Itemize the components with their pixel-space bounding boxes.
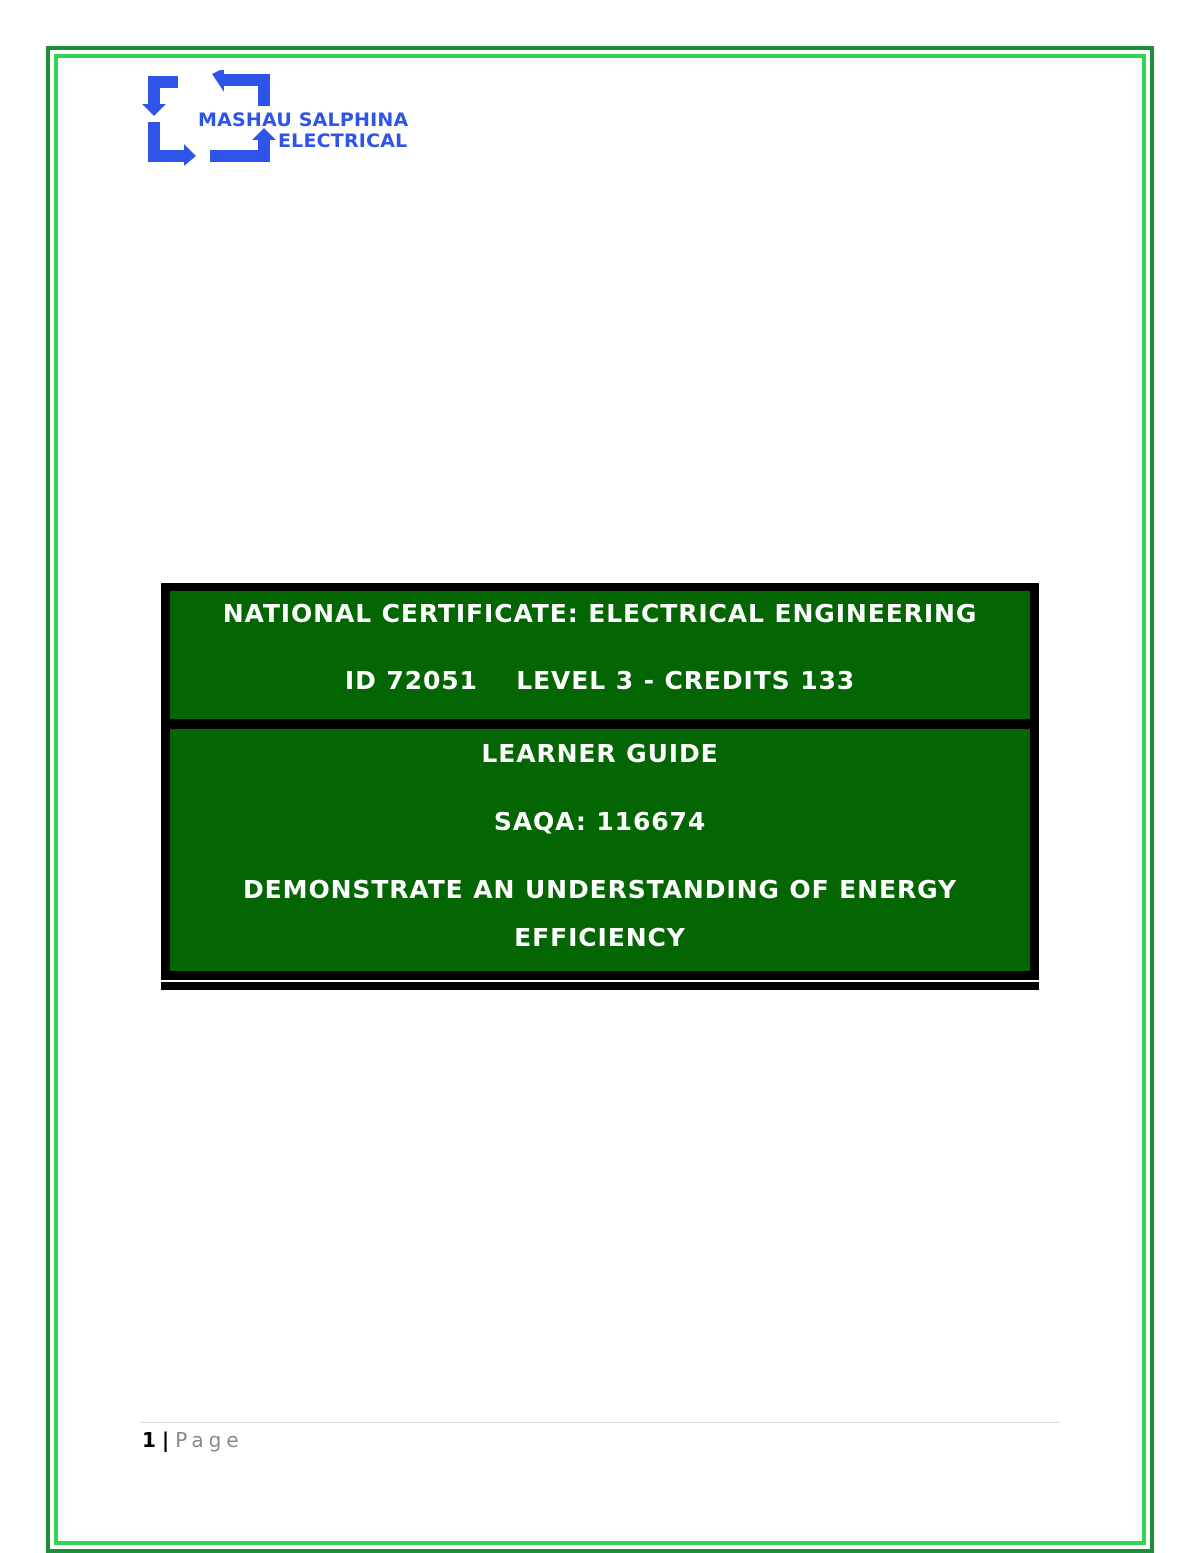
title-box — [161, 583, 1039, 990]
page-footer — [142, 1428, 244, 1452]
document-type: LEARNER GUIDE — [481, 739, 719, 768]
page-number: 1 — [142, 1428, 156, 1452]
qualification-id-level-credits: ID 72051 LEVEL 3 - CREDITS 133 — [344, 666, 856, 695]
saqa-number: SAQA: 116674 — [493, 807, 707, 836]
title-box-bottom-section — [170, 729, 1030, 971]
footer-separator: | — [161, 1428, 170, 1452]
title-box-underline — [161, 980, 1039, 982]
unit-standard-title-line2: EFFICIENCY — [514, 923, 686, 952]
qualification-title: NATIONAL CERTIFICATE: ELECTRICAL ENGINEERING — [222, 599, 978, 628]
company-logo — [140, 70, 440, 170]
page-label: Page — [175, 1428, 244, 1452]
logo-text-line2: ELECTRICAL — [278, 130, 408, 152]
footer-divider — [140, 1422, 1060, 1423]
title-box-top-section — [170, 591, 1030, 729]
unit-standard-title-line1: DEMONSTRATE AN UNDERSTANDING OF ENERGY — [243, 875, 957, 904]
logo-text-line1: MASHAU SALPHINA — [198, 109, 409, 131]
